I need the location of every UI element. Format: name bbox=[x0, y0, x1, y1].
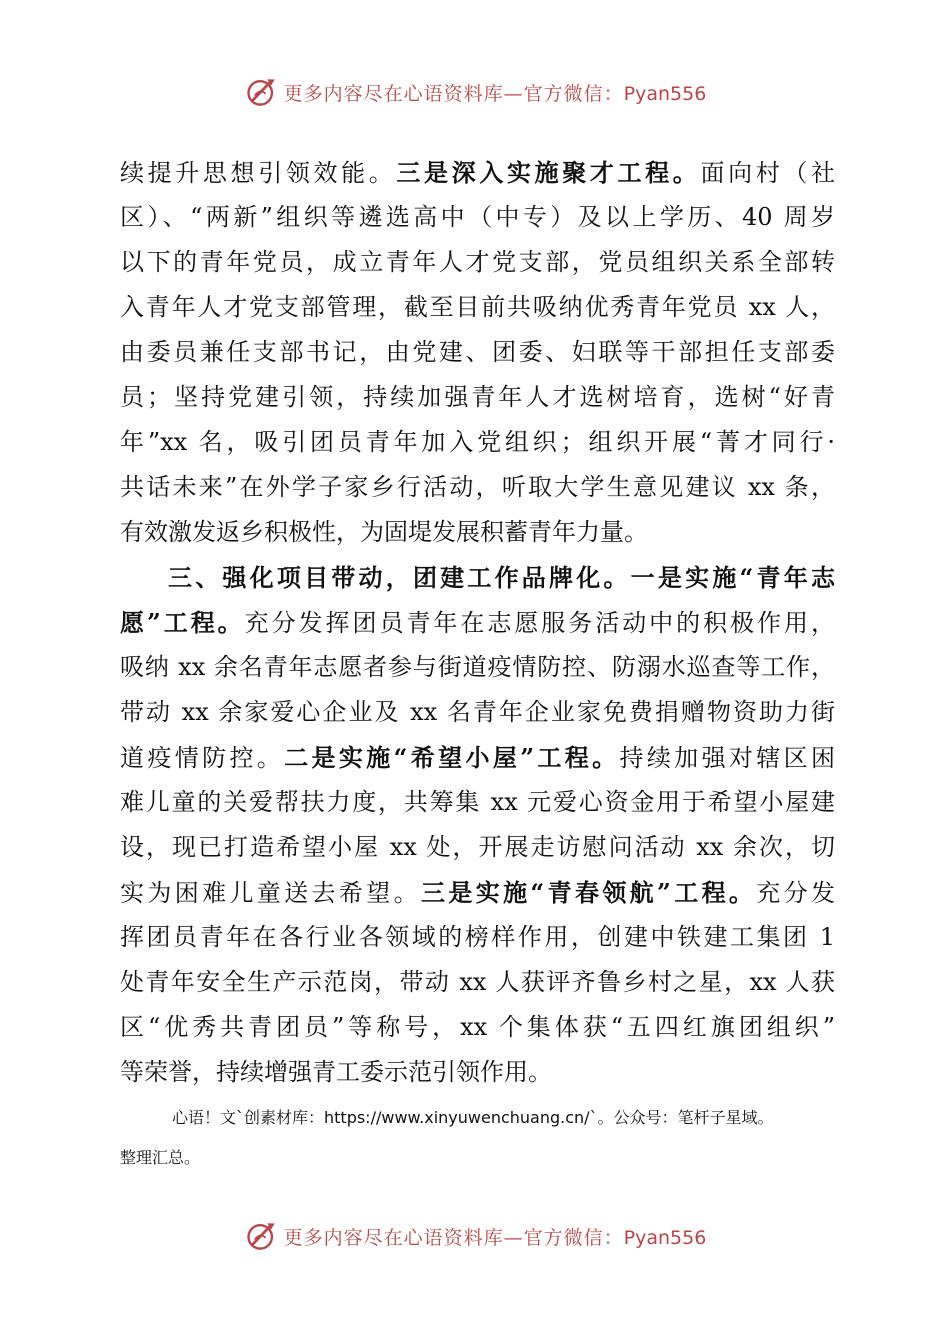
body-text-segment: 有效激发返乡积极性，为固堤发展积蓄青年力量。 bbox=[120, 518, 648, 546]
body-text-segment: 以下的青年党员，成立青年人才党支部，党员组织关系全部转 bbox=[120, 248, 835, 276]
banner-wechat-id: Pyan556 bbox=[623, 82, 707, 105]
paragraph-1-line bbox=[120, 375, 835, 420]
bold-heading-text: 三、强化项目带动，团建工作品牌化。一是实施“青年志 bbox=[168, 563, 835, 592]
body-text-segment: 续提升思想引领效能。 bbox=[120, 159, 397, 187]
body-text-segment: 共话未来”在外学子家乡行活动，听取大学生意见建议 xx 条， bbox=[120, 473, 835, 501]
body-text-segment: 由委员兼任支部书记，由党建、团委、妇联等干部担任支部委 bbox=[120, 338, 835, 366]
paragraph-1-line bbox=[120, 330, 835, 375]
body-text-segment: 充分发 bbox=[756, 879, 836, 907]
body-text-segment: 实为困难儿童送去希望。 bbox=[120, 879, 421, 907]
paragraph-2-line bbox=[120, 690, 835, 735]
paragraph-2-line bbox=[120, 825, 835, 870]
paragraph-1-line bbox=[120, 420, 835, 465]
body-text-segment: 等荣誉，持续增强青工委示范引领作用。 bbox=[120, 1058, 552, 1086]
header-banner bbox=[0, 72, 950, 112]
paragraph-2-line bbox=[120, 735, 835, 780]
paragraph-1-line bbox=[120, 195, 835, 240]
footer-note-line1: 心语！文`创素材库：https://www.xinyuwenchuang.cn/`。公众号：笔杆子星域。 bbox=[172, 1108, 774, 1127]
paragraph-2-line bbox=[120, 1005, 835, 1050]
document-body bbox=[120, 150, 835, 1095]
body-text-segment: 充分发挥团员青年在志愿服务活动中的积极作用， bbox=[244, 609, 835, 637]
bold-heading-text: 二是实施“希望小屋”工程。 bbox=[284, 743, 620, 772]
paragraph-1-line bbox=[120, 150, 835, 195]
footer-note bbox=[120, 1098, 835, 1178]
body-text-segment: 吸纳 xx 余名青年志愿者参与街道疫情防控、防溺水巡查等工作， bbox=[120, 653, 835, 681]
body-text-segment: 难儿童的关爱帮扶力度，共筹集 xx 元爱心资金用于希望小屋建 bbox=[120, 788, 835, 816]
body-text-segment: 处青年安全生产示范岗，带动 xx 人获评齐鲁乡村之星，xx 人获 bbox=[120, 968, 835, 996]
banner-text bbox=[284, 1223, 707, 1250]
banner-cn-text: 更多内容尽在心语资料库—官方微信： bbox=[283, 82, 624, 105]
footer-banner bbox=[0, 1216, 950, 1256]
paragraph-2-line bbox=[120, 645, 835, 690]
paragraph-2-line bbox=[120, 780, 835, 825]
pen-seal-logo-icon bbox=[244, 1218, 280, 1254]
paragraph-2-line bbox=[120, 1050, 835, 1095]
body-text-segment: 区“优秀共青团员”等称号，xx 个集体获“五四红旗团组织” bbox=[120, 1013, 835, 1041]
paragraph-1-line bbox=[120, 240, 835, 285]
paragraph-2-line bbox=[120, 915, 835, 960]
paragraph-2-line bbox=[120, 555, 835, 600]
body-text-segment: 持续加强对辖区困 bbox=[619, 744, 836, 772]
footer-note-line2: 整理汇总。 bbox=[120, 1148, 201, 1167]
body-text-segment: 挥团员青年在各行业各领域的榜样作用，创建中铁建工集团 1 bbox=[120, 923, 835, 951]
body-text-segment: 面向村（社 bbox=[700, 159, 836, 187]
bold-heading-text: 愿”工程。 bbox=[120, 608, 245, 637]
banner-text bbox=[284, 79, 707, 106]
paragraph-2-line bbox=[120, 600, 835, 645]
bold-heading-text: 三是深入实施聚才工程。 bbox=[396, 158, 701, 187]
bold-heading-text: 三是实施“青春领航”工程。 bbox=[420, 878, 757, 907]
paragraph-1-line bbox=[120, 510, 835, 555]
body-text-segment: 带动 xx 余家爱心企业及 xx 名青年企业家免费捐赠物资助力街 bbox=[120, 698, 835, 726]
body-text-segment: 设，现已打造希望小屋 xx 处，开展走访慰问活动 xx 余次，切 bbox=[120, 833, 835, 861]
paragraph-2-line bbox=[120, 960, 835, 1005]
pen-seal-logo-icon bbox=[244, 74, 280, 110]
paragraph-1-line bbox=[120, 465, 835, 510]
body-text-segment: 入青年人才党支部管理，截至目前共吸纳优秀青年党员 xx 人， bbox=[120, 293, 835, 321]
banner-cn-text: 更多内容尽在心语资料库—官方微信： bbox=[283, 1226, 624, 1249]
banner-wechat-id: Pyan556 bbox=[623, 1226, 707, 1249]
paragraph-2-line bbox=[120, 870, 835, 915]
paragraph-1-line bbox=[120, 285, 835, 330]
body-text-segment: 道疫情防控。 bbox=[120, 744, 285, 772]
body-text-segment: 区）、“两新”组织等遴选高中（中专）及以上学历、40 周岁 bbox=[120, 203, 835, 231]
body-text-segment: 员；坚持党建引领，持续加强青年人才选树培育，选树“好青 bbox=[120, 383, 835, 411]
body-text-segment: 年”xx 名，吸引团员青年加入党组织；组织开展“菁才同行· bbox=[120, 428, 835, 456]
